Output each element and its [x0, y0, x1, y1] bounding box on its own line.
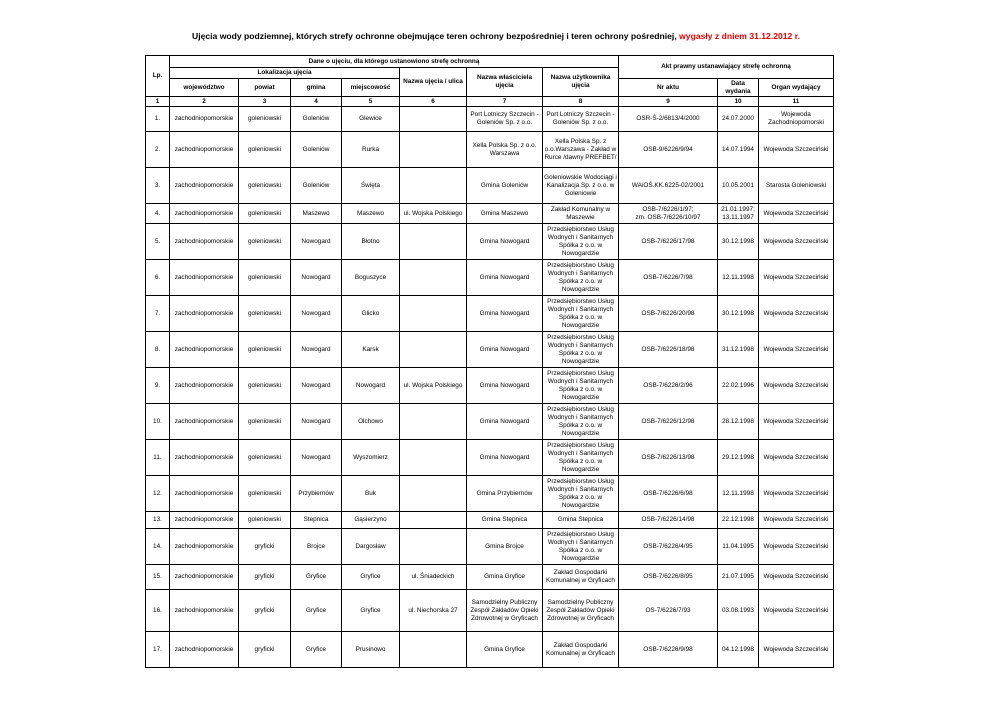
header-data-wydania: Data wydania	[718, 79, 759, 97]
cell-lp: 6.	[146, 260, 170, 296]
cell-ulica	[400, 132, 467, 168]
table-row	[146, 224, 834, 260]
cell-data-wydania: 10.05.2001	[718, 168, 759, 204]
table-body	[146, 107, 834, 668]
cell-gmina: Przybiernów	[291, 476, 342, 512]
cell-organ: Wojewoda Szczeciński	[759, 512, 834, 529]
cell-powiat: goleniowski	[239, 224, 291, 260]
cell-miejscowosc: Nowogard	[342, 368, 400, 404]
cell-wojewodztwo: zachodniopomorskie	[170, 632, 239, 668]
cell-uzytkownik: Przedsiębiorstwo Usług Wodnych i Sanitarnych Spółka z o.o. w Nowogardzie	[543, 440, 619, 476]
cell-gmina: Brojce	[291, 529, 342, 565]
cell-wojewodztwo: zachodniopomorskie	[170, 512, 239, 529]
cell-powiat: goleniowski	[239, 296, 291, 332]
table-row	[146, 404, 834, 440]
table-row	[146, 204, 834, 224]
cell-nr-aktu: OSB-7/6226/7/98	[619, 260, 718, 296]
cell-gmina: Gryfice	[291, 590, 342, 632]
cell-nr-aktu: OSB-9/6226/9/94	[619, 132, 718, 168]
cell-nr-aktu: WAiOŚ.KK.6225-02/2001	[619, 168, 718, 204]
header-organ: Organ wydający	[759, 79, 834, 97]
cell-lp: 1.	[146, 107, 170, 132]
cell-miejscowosc: Gąsierzyno	[342, 512, 400, 529]
cell-wlasciciel: Gmina Nowogard	[467, 368, 543, 404]
cell-organ: Starosta Goleniowski	[759, 168, 834, 204]
cell-lp: 10.	[146, 404, 170, 440]
cell-uzytkownik: Gmina Stepnica	[543, 512, 619, 529]
header-gmina: gmina	[291, 79, 342, 97]
cell-ulica	[400, 404, 467, 440]
cell-nr-aktu: OSB-7/6226/9/98	[619, 632, 718, 668]
cell-data-wydania: 11.04.1995	[718, 529, 759, 565]
cell-wlasciciel: Gmina Nowogard	[467, 404, 543, 440]
cell-organ: Wojewoda Zachodniopomorski	[759, 107, 834, 132]
cell-powiat: goleniowski	[239, 368, 291, 404]
cell-organ: Wojewoda Szczeciński	[759, 260, 834, 296]
cell-gmina: Gryfice	[291, 632, 342, 668]
cell-lp: 7.	[146, 296, 170, 332]
column-number: 8	[543, 97, 619, 107]
cell-organ: Wojewoda Szczeciński	[759, 404, 834, 440]
cell-organ: Wojewoda Szczeciński	[759, 440, 834, 476]
cell-ulica	[400, 476, 467, 512]
cell-ulica	[400, 512, 467, 529]
cell-uzytkownik: Xella Polska Sp. z o.o.Warszawa - Zakład w Rurce /dawny PREFBET/	[543, 132, 619, 168]
table-row	[146, 132, 834, 168]
column-number: 7	[467, 97, 543, 107]
cell-lp: 11.	[146, 440, 170, 476]
cell-wojewodztwo: zachodniopomorskie	[170, 368, 239, 404]
cell-uzytkownik: Przedsiębiorstwo Usług Wodnych i Sanitarnych Spółka z o.o. w Nowogardzie	[543, 476, 619, 512]
cell-lp: 3.	[146, 168, 170, 204]
cell-powiat: goleniowski	[239, 332, 291, 368]
cell-wojewodztwo: zachodniopomorskie	[170, 476, 239, 512]
title-highlight: wygasły z dniem 31.12.2012 r.	[679, 31, 800, 41]
cell-data-wydania: 30.12.1998	[718, 224, 759, 260]
cell-miejscowosc: Glewice	[342, 107, 400, 132]
cell-lp: 4.	[146, 204, 170, 224]
cell-organ: Wojewoda Szczeciński	[759, 368, 834, 404]
table-row	[146, 632, 834, 668]
cell-wojewodztwo: zachodniopomorskie	[170, 168, 239, 204]
cell-powiat: goleniowski	[239, 132, 291, 168]
cell-nr-aktu: OSB-7/6226/8/95	[619, 565, 718, 590]
cell-ulica	[400, 107, 467, 132]
column-number: 1	[146, 97, 170, 107]
cell-ulica: ul. Niechorska 27	[400, 590, 467, 632]
header-wojewodztwo: województwo	[170, 79, 239, 97]
cell-ulica	[400, 440, 467, 476]
cell-miejscowosc: Święta	[342, 168, 400, 204]
cell-organ: Wojewoda Szczeciński	[759, 224, 834, 260]
cell-wlasciciel: Gmina Goleniów	[467, 168, 543, 204]
cell-nr-aktu: OSB-7/6226/17/98	[619, 224, 718, 260]
cell-gmina: Nowogard	[291, 440, 342, 476]
cell-lp: 5.	[146, 224, 170, 260]
cell-wojewodztwo: zachodniopomorskie	[170, 332, 239, 368]
column-number: 10	[718, 97, 759, 107]
cell-data-wydania: 03.08.1993	[718, 590, 759, 632]
cell-uzytkownik: Zakład Gospodarki Komunalnej w Gryficach	[543, 632, 619, 668]
cell-organ: Wojewoda Szczeciński	[759, 476, 834, 512]
cell-miejscowosc: Dargosław	[342, 529, 400, 565]
cell-wojewodztwo: zachodniopomorskie	[170, 107, 239, 132]
cell-wlasciciel: Gmina Maszewo	[467, 204, 543, 224]
cell-data-wydania: 12.11.1998	[718, 260, 759, 296]
cell-wojewodztwo: zachodniopomorskie	[170, 590, 239, 632]
cell-gmina: Nowogard	[291, 332, 342, 368]
cell-nr-aktu: OS-7/6226/7/93	[619, 590, 718, 632]
cell-organ: Wojewoda Szczeciński	[759, 332, 834, 368]
cell-gmina: Nowogard	[291, 368, 342, 404]
header-miejscowosc: miejscowość	[342, 79, 400, 97]
cell-miejscowosc: Maszewo	[342, 204, 400, 224]
cell-wojewodztwo: zachodniopomorskie	[170, 224, 239, 260]
cell-powiat: goleniowski	[239, 404, 291, 440]
cell-wojewodztwo: zachodniopomorskie	[170, 296, 239, 332]
cell-ulica	[400, 529, 467, 565]
cell-ulica: ul. Śniadeckich	[400, 565, 467, 590]
table-row	[146, 260, 834, 296]
cell-powiat: gryficki	[239, 632, 291, 668]
cell-organ: Wojewoda Szczeciński	[759, 204, 834, 224]
cell-lp: 12.	[146, 476, 170, 512]
cell-miejscowosc: Olchowo	[342, 404, 400, 440]
cell-ulica	[400, 296, 467, 332]
column-number: 11	[759, 97, 834, 107]
table-row	[146, 512, 834, 529]
column-number: 5	[342, 97, 400, 107]
cell-gmina: Gryfice	[291, 565, 342, 590]
cell-miejscowosc: Rurka	[342, 132, 400, 168]
header-ulica: Nazwa ujęcia / ulica	[400, 68, 467, 97]
cell-nr-aktu: OSB-7/6226/4/95	[619, 529, 718, 565]
cell-wojewodztwo: zachodniopomorskie	[170, 529, 239, 565]
header-akt: Akt prawny ustanawiający strefę ochronną	[619, 56, 834, 79]
cell-miejscowosc: Gryfice	[342, 565, 400, 590]
cell-powiat: goleniowski	[239, 204, 291, 224]
cell-powiat: goleniowski	[239, 260, 291, 296]
cell-wlasciciel: Gmina Gryfice	[467, 632, 543, 668]
cell-uzytkownik: Przedsiębiorstwo Usług Wodnych i Sanitarnych Spółka z o.o. w Nowogardzie	[543, 332, 619, 368]
cell-uzytkownik: Przedsiębiorstwo Usług Wodnych i Sanitarnych Spółka z o.o. w Nowogardzie	[543, 404, 619, 440]
cell-data-wydania: 22.02.1996	[718, 368, 759, 404]
cell-miejscowosc: Błotno	[342, 224, 400, 260]
cell-data-wydania: 30.12.1998	[718, 296, 759, 332]
cell-nr-aktu: OSB-7/6226/2/96	[619, 368, 718, 404]
cell-wlasciciel: Gmina Nowogard	[467, 224, 543, 260]
header-powiat: powiat	[239, 79, 291, 97]
cell-data-wydania: 31.12.1998	[718, 332, 759, 368]
cell-gmina: Stepnica	[291, 512, 342, 529]
cell-data-wydania: 21.07.1995	[718, 565, 759, 590]
cell-nr-aktu: OSB-7/6226/18/98	[619, 332, 718, 368]
cell-gmina: Nowogard	[291, 404, 342, 440]
cell-uzytkownik: Zakład Komunalny w Maszewie	[543, 204, 619, 224]
cell-uzytkownik: Goleniowskie Wodociągi i Kanalizacja Sp. z o.o. w Goleniowie	[543, 168, 619, 204]
cell-lp: 15.	[146, 565, 170, 590]
cell-wlasciciel: Gmina Nowogard	[467, 440, 543, 476]
cell-uzytkownik: Przedsiębiorstwo Usług Wodnych i Sanitarnych Spółka z o.o. w Nowogardzie	[543, 529, 619, 565]
cell-ulica: ul. Wojska Polskiego	[400, 368, 467, 404]
cell-wlasciciel: Gmina Stepnica	[467, 512, 543, 529]
cell-organ: Wojewoda Szczeciński	[759, 132, 834, 168]
cell-wojewodztwo: zachodniopomorskie	[170, 565, 239, 590]
cell-uzytkownik: Przedsiębiorstwo Usług Wodnych i Sanitarnych Spółka z o.o. w Nowogardzie	[543, 260, 619, 296]
cell-ulica	[400, 332, 467, 368]
cell-nr-aktu: OSB-7/6226/12/98	[619, 404, 718, 440]
cell-lp: 2.	[146, 132, 170, 168]
cell-miejscowosc: Gryfice	[342, 590, 400, 632]
cell-miejscowosc: Boguszyce	[342, 260, 400, 296]
cell-data-wydania: 21.01.1997; 13.11.1997	[718, 204, 759, 224]
cell-wlasciciel: Gmina Nowogard	[467, 296, 543, 332]
cell-wlasciciel: Gmina Brojce	[467, 529, 543, 565]
cell-wojewodztwo: zachodniopomorskie	[170, 440, 239, 476]
cell-wlasciciel: Gmina Przybiernów	[467, 476, 543, 512]
cell-data-wydania: 22.12.1998	[718, 512, 759, 529]
cell-powiat: goleniowski	[239, 476, 291, 512]
cell-lp: 14.	[146, 529, 170, 565]
cell-gmina: Goleniów	[291, 132, 342, 168]
cell-lp: 8.	[146, 332, 170, 368]
cell-ulica: ul. Wojska Polskiego	[400, 204, 467, 224]
cell-ulica	[400, 168, 467, 204]
cell-lp: 9.	[146, 368, 170, 404]
column-number: 6	[400, 97, 467, 107]
cell-wlasciciel: Samodzielny Publiczny Zespół Zakładów Opieki Zdrowotnej w Gryficach	[467, 590, 543, 632]
cell-powiat: goleniowski	[239, 168, 291, 204]
cell-powiat: goleniowski	[239, 440, 291, 476]
cell-nr-aktu: OSB-7/6226/1/97; zm. OSB-7/6226/10/97	[619, 204, 718, 224]
cell-wlasciciel: Port Lotniczy Szczecin - Goleniów Sp. z o.o.	[467, 107, 543, 132]
cell-miejscowosc: Prusinowo	[342, 632, 400, 668]
cell-gmina: Maszewo	[291, 204, 342, 224]
cell-powiat: gryficki	[239, 529, 291, 565]
cell-powiat: gryficki	[239, 565, 291, 590]
header-uzytkownik: Nazwa użytkownika ujęcia	[543, 68, 619, 97]
cell-lp: 16.	[146, 590, 170, 632]
table-row	[146, 440, 834, 476]
cell-data-wydania: 04.12.1998	[718, 632, 759, 668]
cell-organ: Wojewoda Szczeciński	[759, 565, 834, 590]
header-wlasciciel: Nazwa właściciela ujęcia	[467, 68, 543, 97]
cell-wojewodztwo: zachodniopomorskie	[170, 260, 239, 296]
cell-miejscowosc: Buk	[342, 476, 400, 512]
cell-ulica	[400, 632, 467, 668]
cell-powiat: goleniowski	[239, 512, 291, 529]
cell-uzytkownik: Przedsiębiorstwo Usług Wodnych i Sanitarnych Spółka z o.o. w Nowogardzie	[543, 224, 619, 260]
cell-uzytkownik: Samodzielny Publiczny Zespół Zakładów Opieki Zdrowotnej w Gryficach	[543, 590, 619, 632]
page-title	[0, 31, 992, 41]
cell-gmina: Goleniów	[291, 168, 342, 204]
table-row	[146, 529, 834, 565]
header-lokalizacja: Lokalizacja ujęcia	[170, 68, 400, 79]
cell-powiat: gryficki	[239, 590, 291, 632]
cell-uzytkownik: Przedsiębiorstwo Usług Wodnych i Sanitarnych Spółka z o.o. w Nowogardzie	[543, 296, 619, 332]
cell-wojewodztwo: zachodniopomorskie	[170, 204, 239, 224]
cell-data-wydania: 12.11.1998	[718, 476, 759, 512]
cell-gmina: Nowogard	[291, 296, 342, 332]
column-number-row	[146, 97, 834, 107]
cell-gmina: Nowogard	[291, 260, 342, 296]
cell-data-wydania: 24.07.2000	[718, 107, 759, 132]
table-row	[146, 565, 834, 590]
table-row	[146, 296, 834, 332]
header-lp: Lp.	[146, 56, 170, 97]
cell-wlasciciel: Gmina Nowogard	[467, 260, 543, 296]
cell-gmina: Goleniów	[291, 107, 342, 132]
cell-wojewodztwo: zachodniopomorskie	[170, 132, 239, 168]
column-number: 2	[170, 97, 239, 107]
table-row	[146, 107, 834, 132]
cell-powiat: goleniowski	[239, 107, 291, 132]
table-row	[146, 168, 834, 204]
cell-lp: 17.	[146, 632, 170, 668]
cell-organ: Wojewoda Szczeciński	[759, 590, 834, 632]
cell-miejscowosc: Wyszomierz	[342, 440, 400, 476]
cell-gmina: Nowogard	[291, 224, 342, 260]
cell-data-wydania: 28.12.1998	[718, 404, 759, 440]
cell-nr-aktu: OSB-7/6226/13/98	[619, 440, 718, 476]
cell-ulica	[400, 224, 467, 260]
cell-nr-aktu: OSB-7/6226/6/98	[619, 476, 718, 512]
cell-data-wydania: 29.12.1998	[718, 440, 759, 476]
header-dane: Dane o ujęciu, dla którego ustanowiono strefę ochronną	[170, 56, 619, 68]
column-number: 3	[239, 97, 291, 107]
cell-organ: Wojewoda Szczeciński	[759, 529, 834, 565]
cell-uzytkownik: Zakład Gospodarki Komunalnej w Gryficach	[543, 565, 619, 590]
cell-lp: 13.	[146, 512, 170, 529]
cell-data-wydania: 14.07.1994	[718, 132, 759, 168]
cell-uzytkownik: Port Lotniczy Szczecin - Goleniów Sp. z o.o.	[543, 107, 619, 132]
table-row	[146, 332, 834, 368]
cell-wlasciciel: Xella Polska Sp. z o.o. Warszawa	[467, 132, 543, 168]
cell-ulica	[400, 260, 467, 296]
water-intakes-table	[145, 55, 834, 668]
cell-nr-aktu: OSR-Ś-2/6813/4/2000	[619, 107, 718, 132]
cell-nr-aktu: OSB-7/6226/14/98	[619, 512, 718, 529]
table-row	[146, 476, 834, 512]
title-main: Ujęcia wody podziemnej, których strefy ochronne obejmujące teren ochrony bezpośredniej i teren ochrony pośredniej,	[192, 31, 677, 41]
cell-organ: Wojewoda Szczeciński	[759, 632, 834, 668]
column-number: 9	[619, 97, 718, 107]
cell-wojewodztwo: zachodniopomorskie	[170, 404, 239, 440]
table-row	[146, 590, 834, 632]
cell-miejscowosc: Glicko	[342, 296, 400, 332]
cell-nr-aktu: OSB-7/6226/20/98	[619, 296, 718, 332]
cell-wlasciciel: Gmina Gryfice	[467, 565, 543, 590]
header-nr-aktu: Nr aktu	[619, 79, 718, 97]
cell-wlasciciel: Gmina Nowogard	[467, 332, 543, 368]
column-number: 4	[291, 97, 342, 107]
cell-uzytkownik: Przedsiębiorstwo Usług Wodnych i Sanitarnych Spółka z o.o. w Nowogardzie	[543, 368, 619, 404]
table-row	[146, 368, 834, 404]
cell-organ: Wojewoda Szczeciński	[759, 296, 834, 332]
cell-miejscowosc: Karsk	[342, 332, 400, 368]
